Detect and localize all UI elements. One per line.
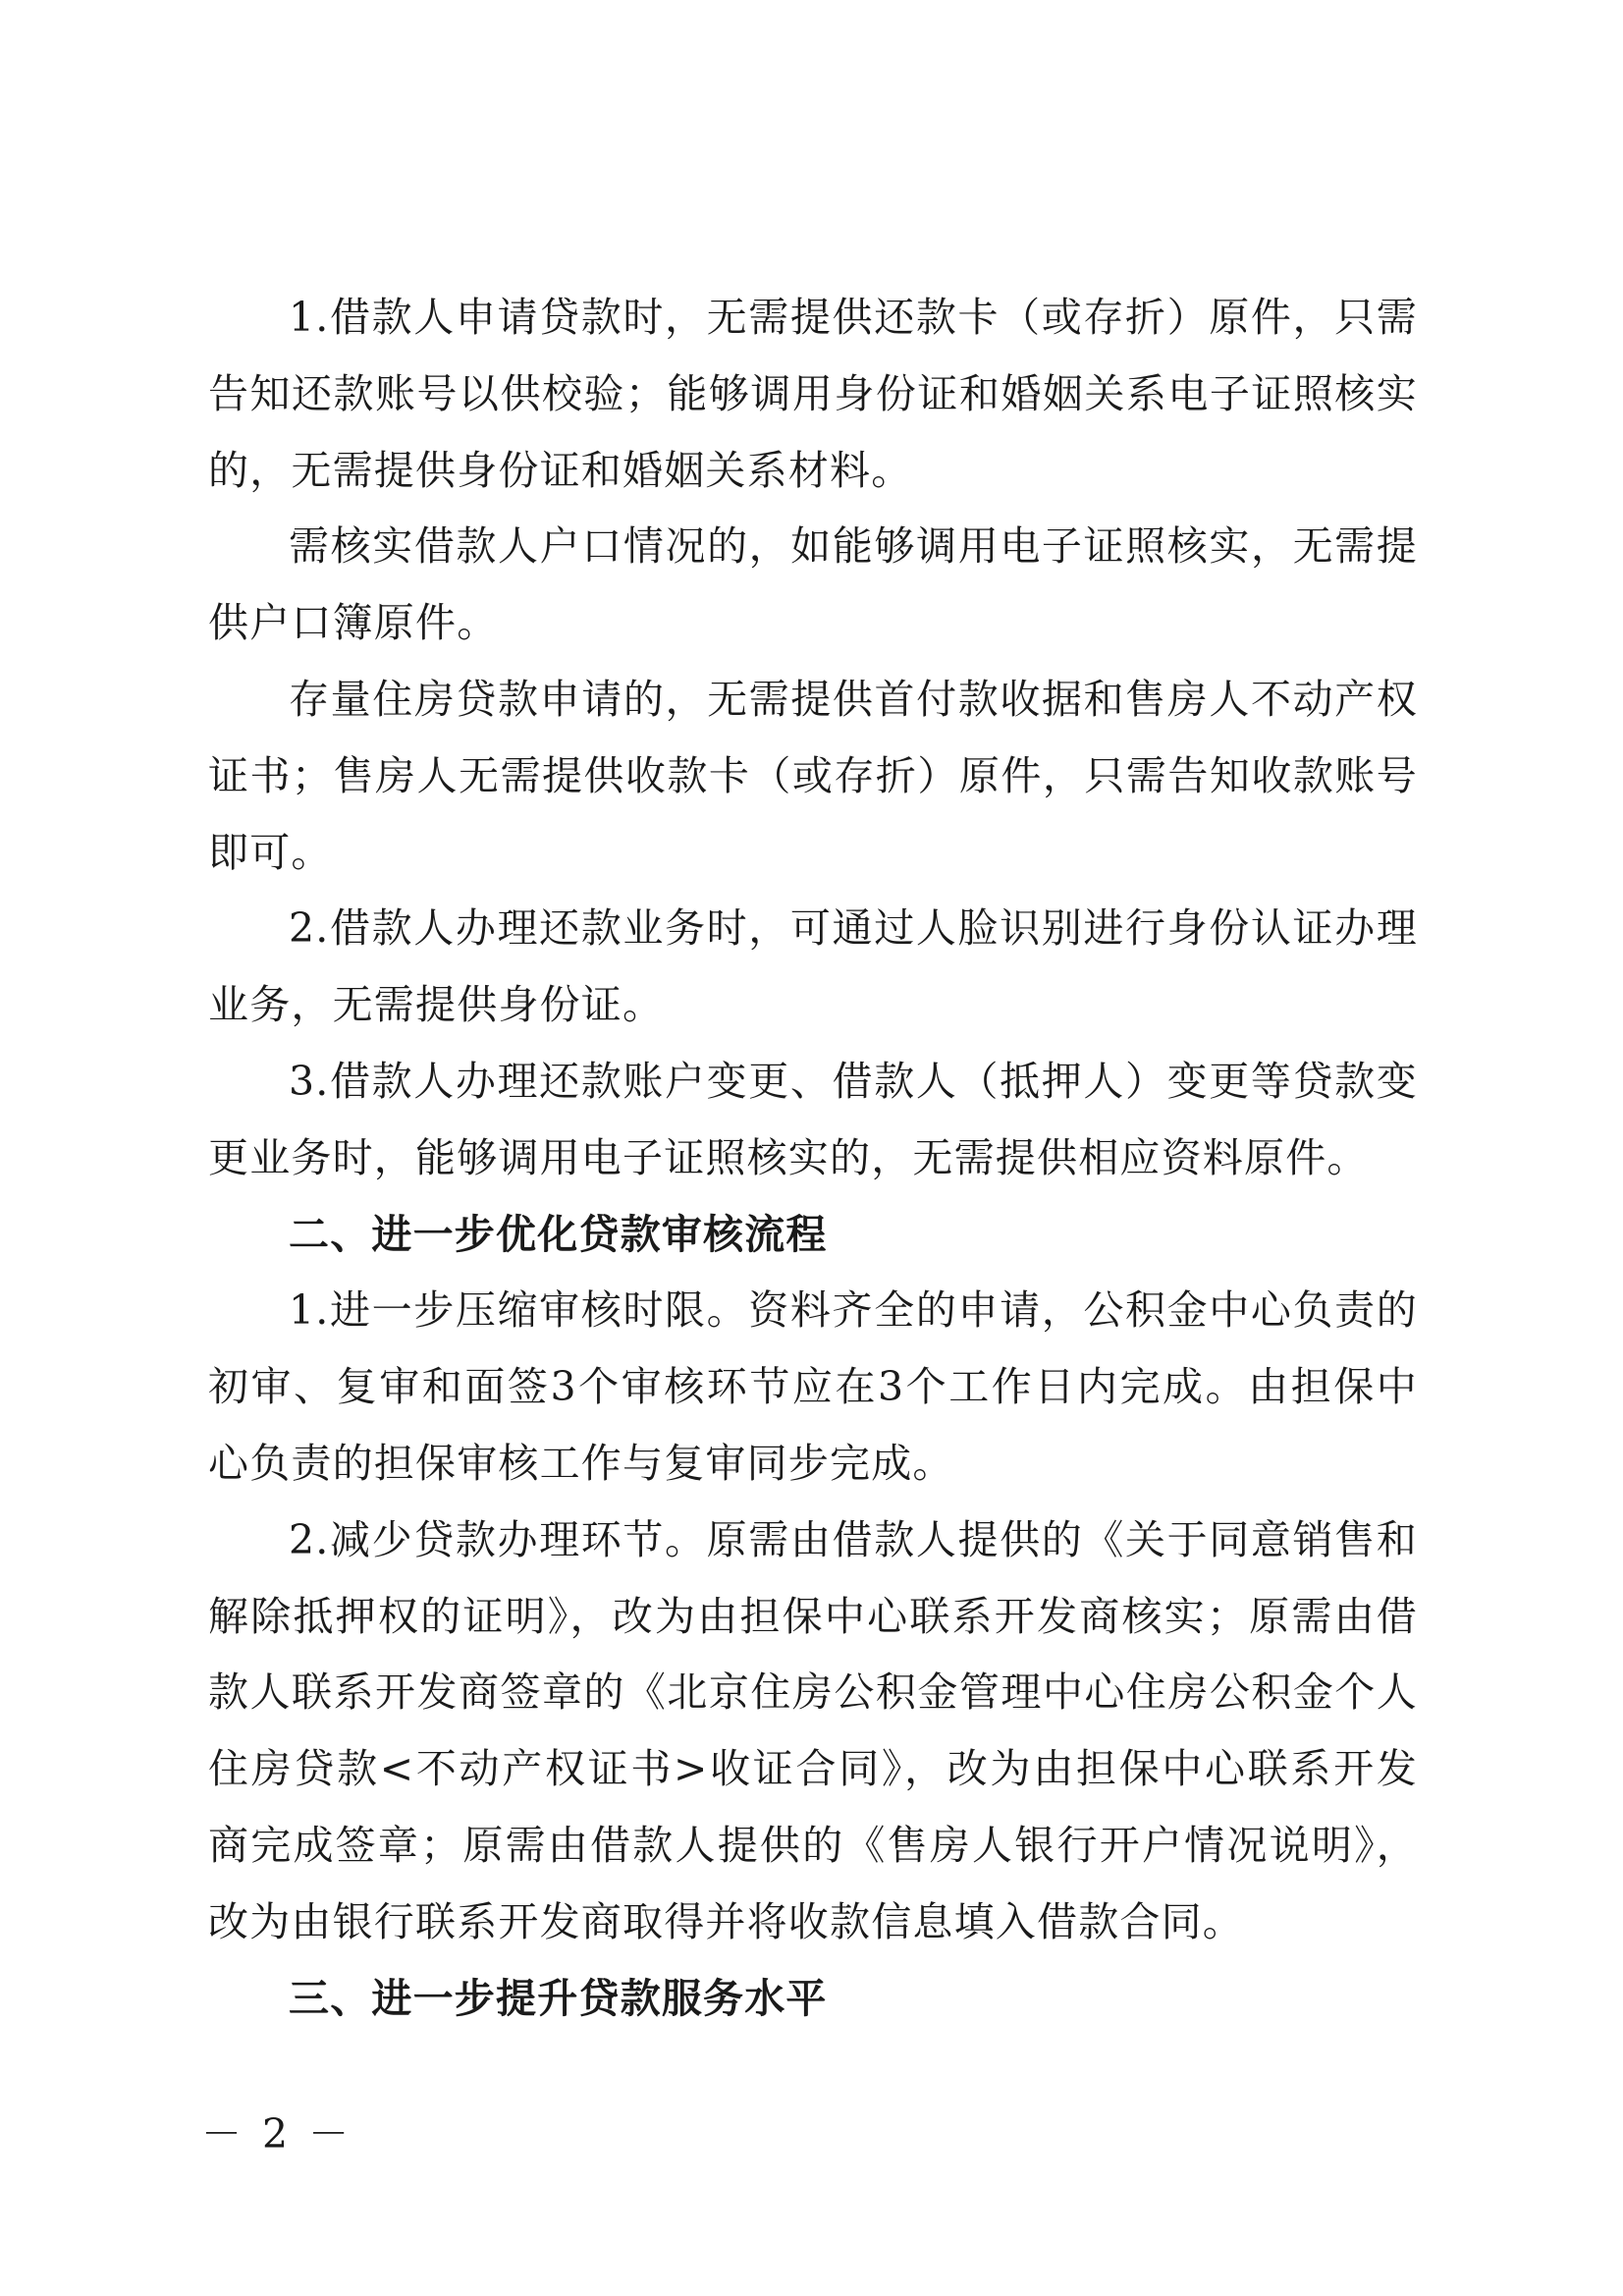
paragraph-household-registration: 需核实借款人户口情况的，如能够调用电子证照核实，无需提供户口簿原件。	[208, 522, 1418, 647]
paragraph-review-time-limit: 1.进一步压缩审核时限。资料齐全的申请，公积金中心负责的初审、复审和面签3个审核环节应在3个工作日内完成。由担保中心负责的担保审核工作与复审同步完成。	[208, 1286, 1418, 1487]
section-heading-2: 二、进一步优化贷款审核流程	[289, 1210, 828, 1258]
paragraph-requirement-1: 1.借款人申请贷款时，无需提供还款卡（或存折）原件，只需告知还款账号以供校验；能够调用身份证和婚姻关系电子证照核实的，无需提供身份证和婚姻关系材料。	[208, 294, 1418, 494]
paragraph-requirement-3: 3.借款人办理还款账户变更、借款人（抵押人）变更等贷款变更业务时，能够调用电子证照核实的，无需提供相应资料原件。	[208, 1057, 1418, 1181]
page-number: － 2 －	[201, 2110, 353, 2158]
document-body	[208, 280, 1418, 2037]
paragraph-existing-housing-loan: 存量住房贷款申请的，无需提供首付款收据和售房人不动产权证书；售房人无需提供收款卡（或存折）原件，只需告知收款账号即可。	[208, 675, 1418, 876]
paragraph-requirement-2: 2.借款人办理还款业务时，可通过人脸识别进行身份认证办理业务，无需提供身份证。	[208, 904, 1418, 1029]
section-heading-3: 三、进一步提升贷款服务水平	[289, 1974, 828, 2022]
paragraph-reduce-loan-steps: 2.减少贷款办理环节。原需由借款人提供的《关于同意销售和解除抵押权的证明》，改为由担保中心联系开发商核实；原需由借款人联系开发商签章的《北京住房公积金管理中心住房公积金个人住房贷款<不动产权证书>收证合同》，改为由担保中心联系开发商完成签章；原需由借款人提供的《售房人银行开户情况说明》，改为由银行联系开发商取得并将收款信息填入借款合同。	[208, 1515, 1418, 1945]
